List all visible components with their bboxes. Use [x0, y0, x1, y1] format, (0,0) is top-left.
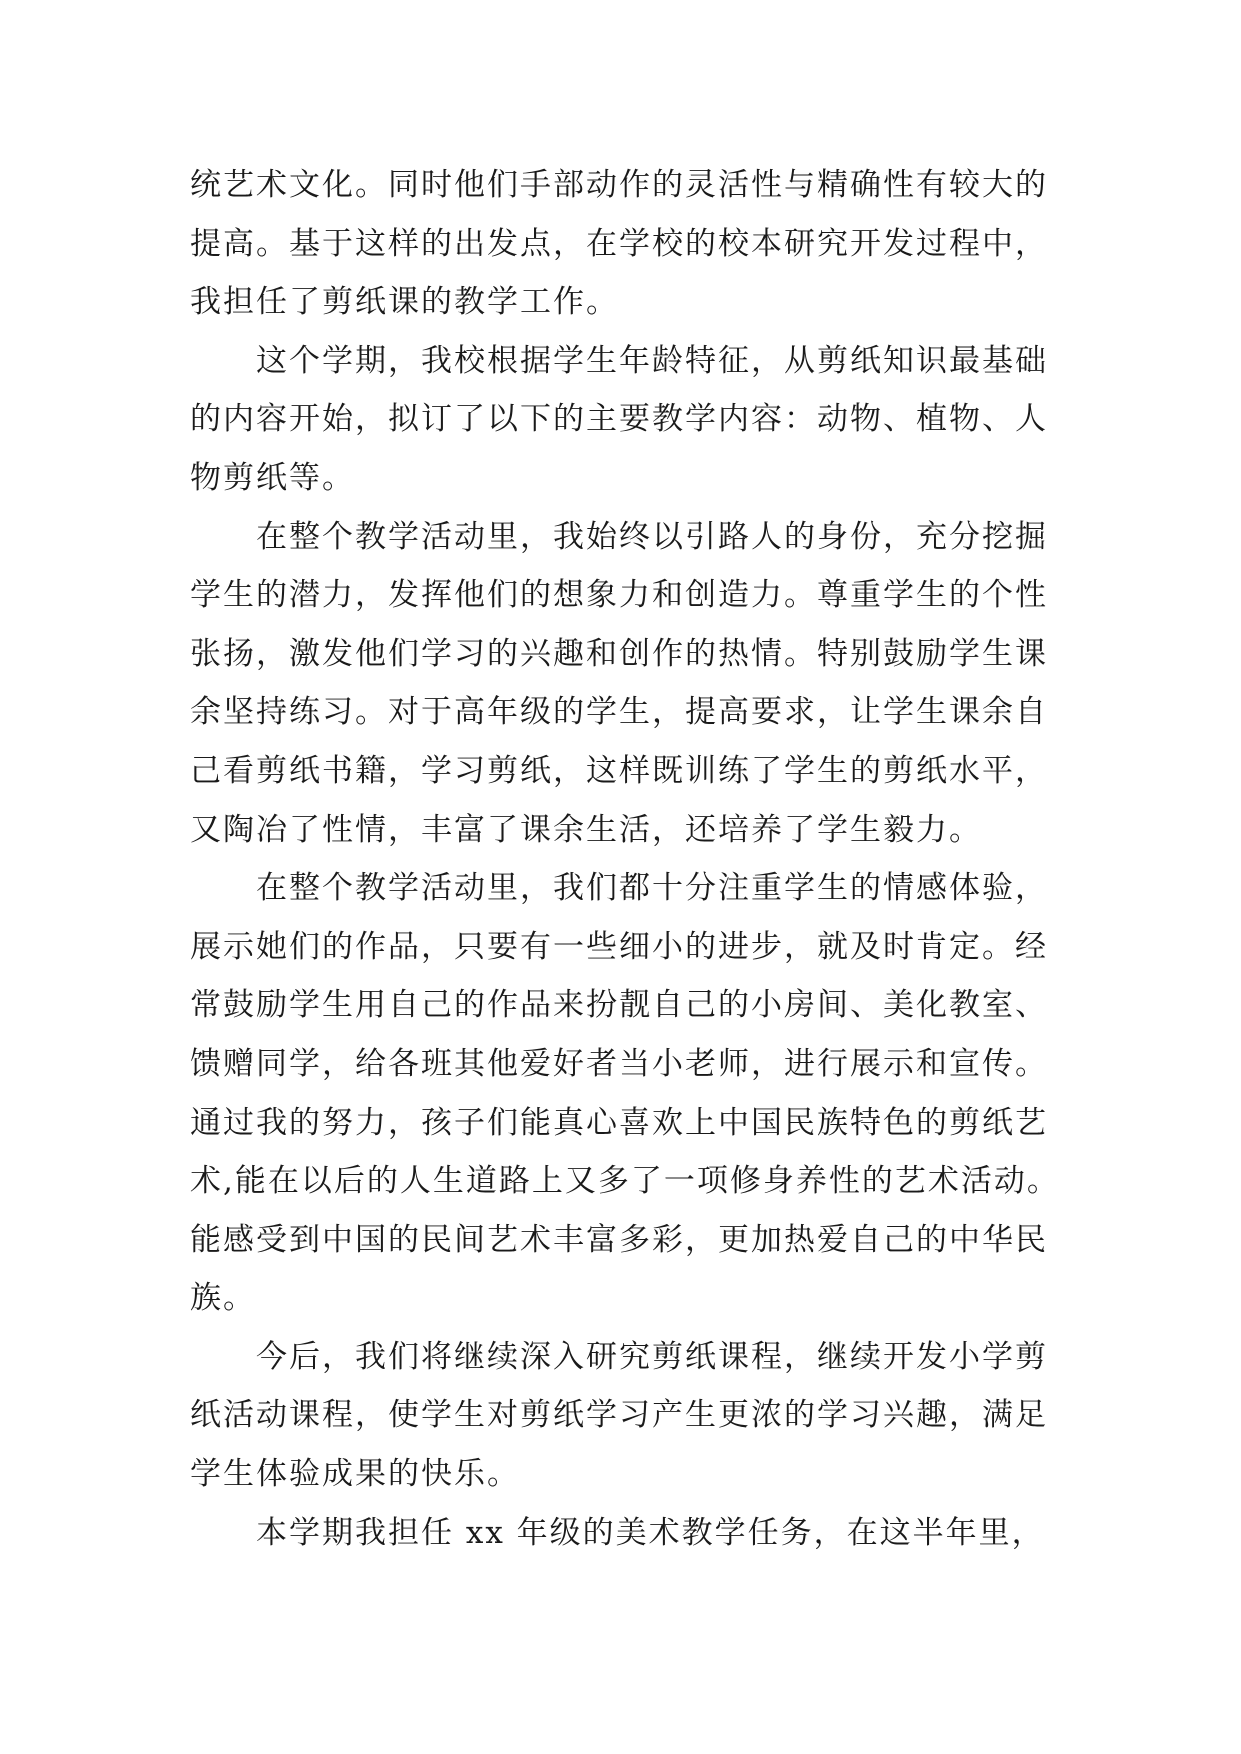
- text-line-9: 张扬，激发他们学习的兴趣和创作的热情。特别鼓励学生课: [190, 635, 1048, 672]
- text-line-13: 在整个教学活动里，我们都十分注重学生的情感体验，: [256, 870, 1048, 907]
- text-line-3: 我担任了剪纸课的教学工作。: [190, 284, 619, 321]
- text-line-2: 提高。基于这样的出发点，在学校的校本研究开发过程中，: [190, 225, 1048, 262]
- text-line-19: 能感受到中国的民间艺术丰富多彩，更加热爱自己的中华民: [190, 1221, 1048, 1258]
- text-line-16: 馈赠同学，给各班其他爱好者当小老师，进行展示和宣传。: [190, 1045, 1048, 1082]
- text-line-4: 这个学期，我校根据学生年龄特征，从剪纸知识最基础: [256, 342, 1048, 379]
- text-line-10: 余坚持练习。对于高年级的学生，提高要求，让学生课余自: [190, 694, 1048, 731]
- text-line-5: 的内容开始，拟订了以下的主要教学内容：动物、植物、人: [190, 401, 1048, 438]
- text-line-22: 纸活动课程，使学生对剪纸学习产生更浓的学习兴趣，满足: [190, 1397, 1048, 1434]
- text-line-15: 常鼓励学生用自己的作品来扮靓自己的小房间、美化教室、: [190, 987, 1048, 1024]
- text-line-12: 又陶冶了性情，丰富了课余生活，还培养了学生毅力。: [190, 811, 982, 848]
- text-line-1: 统艺术文化。同时他们手部动作的灵活性与精确性有较大的: [190, 167, 1048, 203]
- text-line-17: 通过我的努力，孩子们能真心喜欢上中国民族特色的剪纸艺: [190, 1104, 1048, 1141]
- document-body: [190, 156, 1070, 1562]
- text-line-6: 物剪纸等。: [190, 459, 355, 496]
- text-line-11: 己看剪纸书籍，学习剪纸，这样既训练了学生的剪纸水平，: [190, 752, 1048, 789]
- text-line-7: 在整个教学活动里，我始终以引路人的身份，充分挖掘: [256, 518, 1048, 555]
- text-line-21: 今后，我们将继续深入研究剪纸课程，继续开发小学剪: [256, 1338, 1048, 1375]
- text-line-20: 族。: [190, 1280, 256, 1317]
- text-line-23: 学生体验成果的快乐。: [190, 1456, 520, 1493]
- text-line-14: 展示她们的作品，只要有一些细小的进步，就及时肯定。经: [190, 928, 1048, 965]
- text-line-24: 本学期我担任 xx 年级的美术教学任务，在这半年里，: [256, 1514, 1045, 1551]
- text-line-8: 学生的潜力，发挥他们的想象力和创造力。尊重学生的个性: [190, 577, 1048, 614]
- text-line-18: 术,能在以后的人生道路上又多了一项修身养性的艺术活动。: [190, 1163, 1060, 1200]
